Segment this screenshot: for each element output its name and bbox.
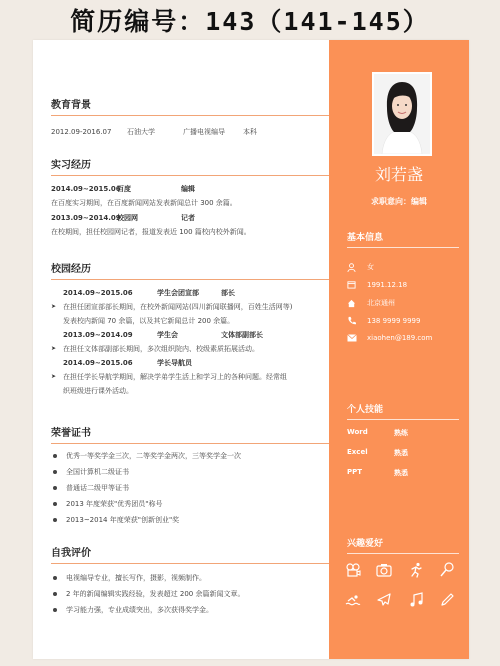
birth-row xyxy=(347,280,462,289)
self-eval-text: 学习能力强，专业成绩突出，多次获得奖学金。 xyxy=(66,606,213,614)
phone-icon xyxy=(347,316,367,325)
address-value: 北京通州 xyxy=(367,299,395,307)
campus-entry-header xyxy=(51,328,329,342)
resume-sheet xyxy=(33,40,469,659)
badminton-icon xyxy=(439,562,455,582)
internship-section xyxy=(51,156,329,240)
self-eval-title: 自我评价 xyxy=(51,544,329,564)
bullet-icon xyxy=(51,591,58,598)
campus-desc: 织班级进行课外活动。 xyxy=(63,387,133,395)
internship-entry-header xyxy=(51,182,329,196)
campus-period: 2013.09~2014.09 xyxy=(63,331,133,339)
internship-entry-header xyxy=(51,211,329,225)
bullet-icon xyxy=(51,607,58,614)
campus-entry-header xyxy=(51,286,329,300)
list-item xyxy=(51,448,329,464)
internship-desc: 在百度实习期间，在百度新闻网站发表新闻总计 300 余篇。 xyxy=(51,199,237,207)
list-item xyxy=(51,512,329,528)
campus-period: 2014.09~2015.06 xyxy=(63,359,133,367)
self-eval-text: 2 年的新闻编辑实践经验，发表超过 200 余篇新闻文章。 xyxy=(66,590,245,598)
bullet-icon xyxy=(51,453,58,460)
address-row xyxy=(347,298,462,308)
internship-org: 百度 xyxy=(117,185,131,193)
swimming-icon xyxy=(345,592,361,612)
internship-org: 校园网 xyxy=(117,214,138,222)
portrait-image xyxy=(374,74,430,154)
bullet-icon xyxy=(51,501,58,508)
email-value: xiaohen@189.com xyxy=(367,334,433,342)
birth-value: 1991.12.18 xyxy=(367,280,408,289)
campus-role: 文体部副部长 xyxy=(221,331,263,339)
list-item xyxy=(51,342,329,356)
honors-section xyxy=(51,424,329,528)
email-row xyxy=(347,334,462,342)
running-icon xyxy=(408,562,424,582)
arrow-icon: ➤ xyxy=(51,373,57,380)
list-item xyxy=(51,480,329,496)
skill-row xyxy=(347,448,462,458)
hobbies-title: 兴趣爱好 xyxy=(347,536,459,554)
gender-row xyxy=(347,262,462,272)
honor-text: 全国计算机二级证书 xyxy=(66,468,129,476)
hobby-row xyxy=(345,562,455,582)
list-item xyxy=(51,300,329,314)
profile-photo xyxy=(372,72,432,156)
honor-text: 普通话二级甲等证书 xyxy=(66,484,129,492)
job-intention: 求职意向：编辑 xyxy=(371,197,427,206)
resume-number-banner: 简历编号：143（141-145） xyxy=(70,7,430,36)
phone-value: 138 9999 9999 xyxy=(367,316,421,325)
bullet-icon xyxy=(51,485,58,492)
bullet-icon xyxy=(51,469,58,476)
education-title: 教育背景 xyxy=(51,96,329,116)
skill-level: 熟悉 xyxy=(394,469,408,477)
skill-row xyxy=(347,428,462,438)
campus-desc: 在担任团宣部部长期间，在校外新闻网站(四川新闻联播网，百姓生活网等) xyxy=(63,303,293,311)
internship-title: 实习经历 xyxy=(51,156,329,176)
campus-section xyxy=(51,260,329,398)
bullet-icon xyxy=(51,517,58,524)
honor-text: 2013 年度荣获"优秀团员"称号 xyxy=(66,500,163,508)
list-item xyxy=(51,602,329,618)
education-section xyxy=(51,96,329,140)
internship-role: 编辑 xyxy=(181,185,195,193)
honor-text: 2013~2014 年度荣获"创新创业"奖 xyxy=(66,516,180,524)
mail-icon xyxy=(347,334,367,342)
list-item xyxy=(51,370,329,384)
education-major: 广播电视编导 xyxy=(183,128,225,136)
arrow-icon: ➤ xyxy=(51,303,57,310)
skills-title: 个人技能 xyxy=(347,402,459,420)
list-item xyxy=(51,586,329,602)
home-icon xyxy=(347,299,367,308)
list-item xyxy=(51,314,329,328)
campus-desc: 在担任文体部副部长期间，多次组织院内、校级素质拓展活动。 xyxy=(63,345,259,353)
skill-name: Excel xyxy=(347,448,368,456)
camera-icon xyxy=(376,562,392,582)
education-period: 2012.09-2016.07 xyxy=(51,128,112,136)
list-item xyxy=(51,384,329,398)
skill-level: 熟练 xyxy=(394,429,408,437)
airplane-icon xyxy=(376,592,392,612)
education-school: 石油大学 xyxy=(127,128,155,136)
campus-entry-header xyxy=(51,356,329,370)
arrow-icon: ➤ xyxy=(51,345,57,352)
education-degree: 本科 xyxy=(243,128,257,136)
campus-org: 学长导航员 xyxy=(157,359,192,367)
movie-icon xyxy=(345,562,361,582)
person-icon xyxy=(347,263,367,272)
phone-row xyxy=(347,316,462,325)
skill-name: Word xyxy=(347,428,368,436)
internship-desc: 在校期间，担任校园网记者，报道发表近 100 篇校内校外新闻。 xyxy=(51,228,251,236)
list-item xyxy=(51,496,329,512)
music-icon xyxy=(408,592,424,612)
hobby-row xyxy=(345,592,455,612)
honor-text: 优秀一等奖学金三次，二等奖学金两次，三等奖学金一次 xyxy=(66,452,241,460)
calendar-icon xyxy=(347,280,367,289)
left-column xyxy=(33,40,329,659)
honors-title: 荣誉证书 xyxy=(51,424,329,444)
campus-desc: 在担任学长导航学期间，解决学弟学生活上和学习上的各种问题。经常组 xyxy=(63,373,287,381)
list-item xyxy=(51,570,329,586)
pencil-icon xyxy=(439,592,455,612)
campus-period: 2014.09~2015.06 xyxy=(63,289,133,297)
basic-info-title: 基本信息 xyxy=(347,230,459,248)
list-item xyxy=(51,464,329,480)
self-eval-section xyxy=(51,544,329,618)
campus-desc: 发表校内新闻 70 余篇，以及其它新闻总计 200 余篇。 xyxy=(63,317,235,325)
skill-level: 熟悉 xyxy=(394,449,408,457)
right-column xyxy=(329,40,469,659)
gender-value: 女 xyxy=(367,263,374,271)
profile-name: 刘若盏 xyxy=(374,165,423,184)
internship-period: 2013.09~2014.09 xyxy=(51,214,121,222)
skill-row xyxy=(347,468,462,478)
campus-title: 校园经历 xyxy=(51,260,329,280)
bullet-icon xyxy=(51,575,58,582)
skill-name: PPT xyxy=(347,468,363,476)
campus-org: 学生会团宣部 xyxy=(157,289,199,297)
internship-role: 记者 xyxy=(181,214,195,222)
campus-org: 学生会 xyxy=(157,331,178,339)
campus-role: 部长 xyxy=(221,289,235,297)
self-eval-text: 电视编导专业，擅长写作，摄影，视频制作。 xyxy=(66,574,206,582)
internship-period: 2014.09~2015.06 xyxy=(51,185,121,193)
